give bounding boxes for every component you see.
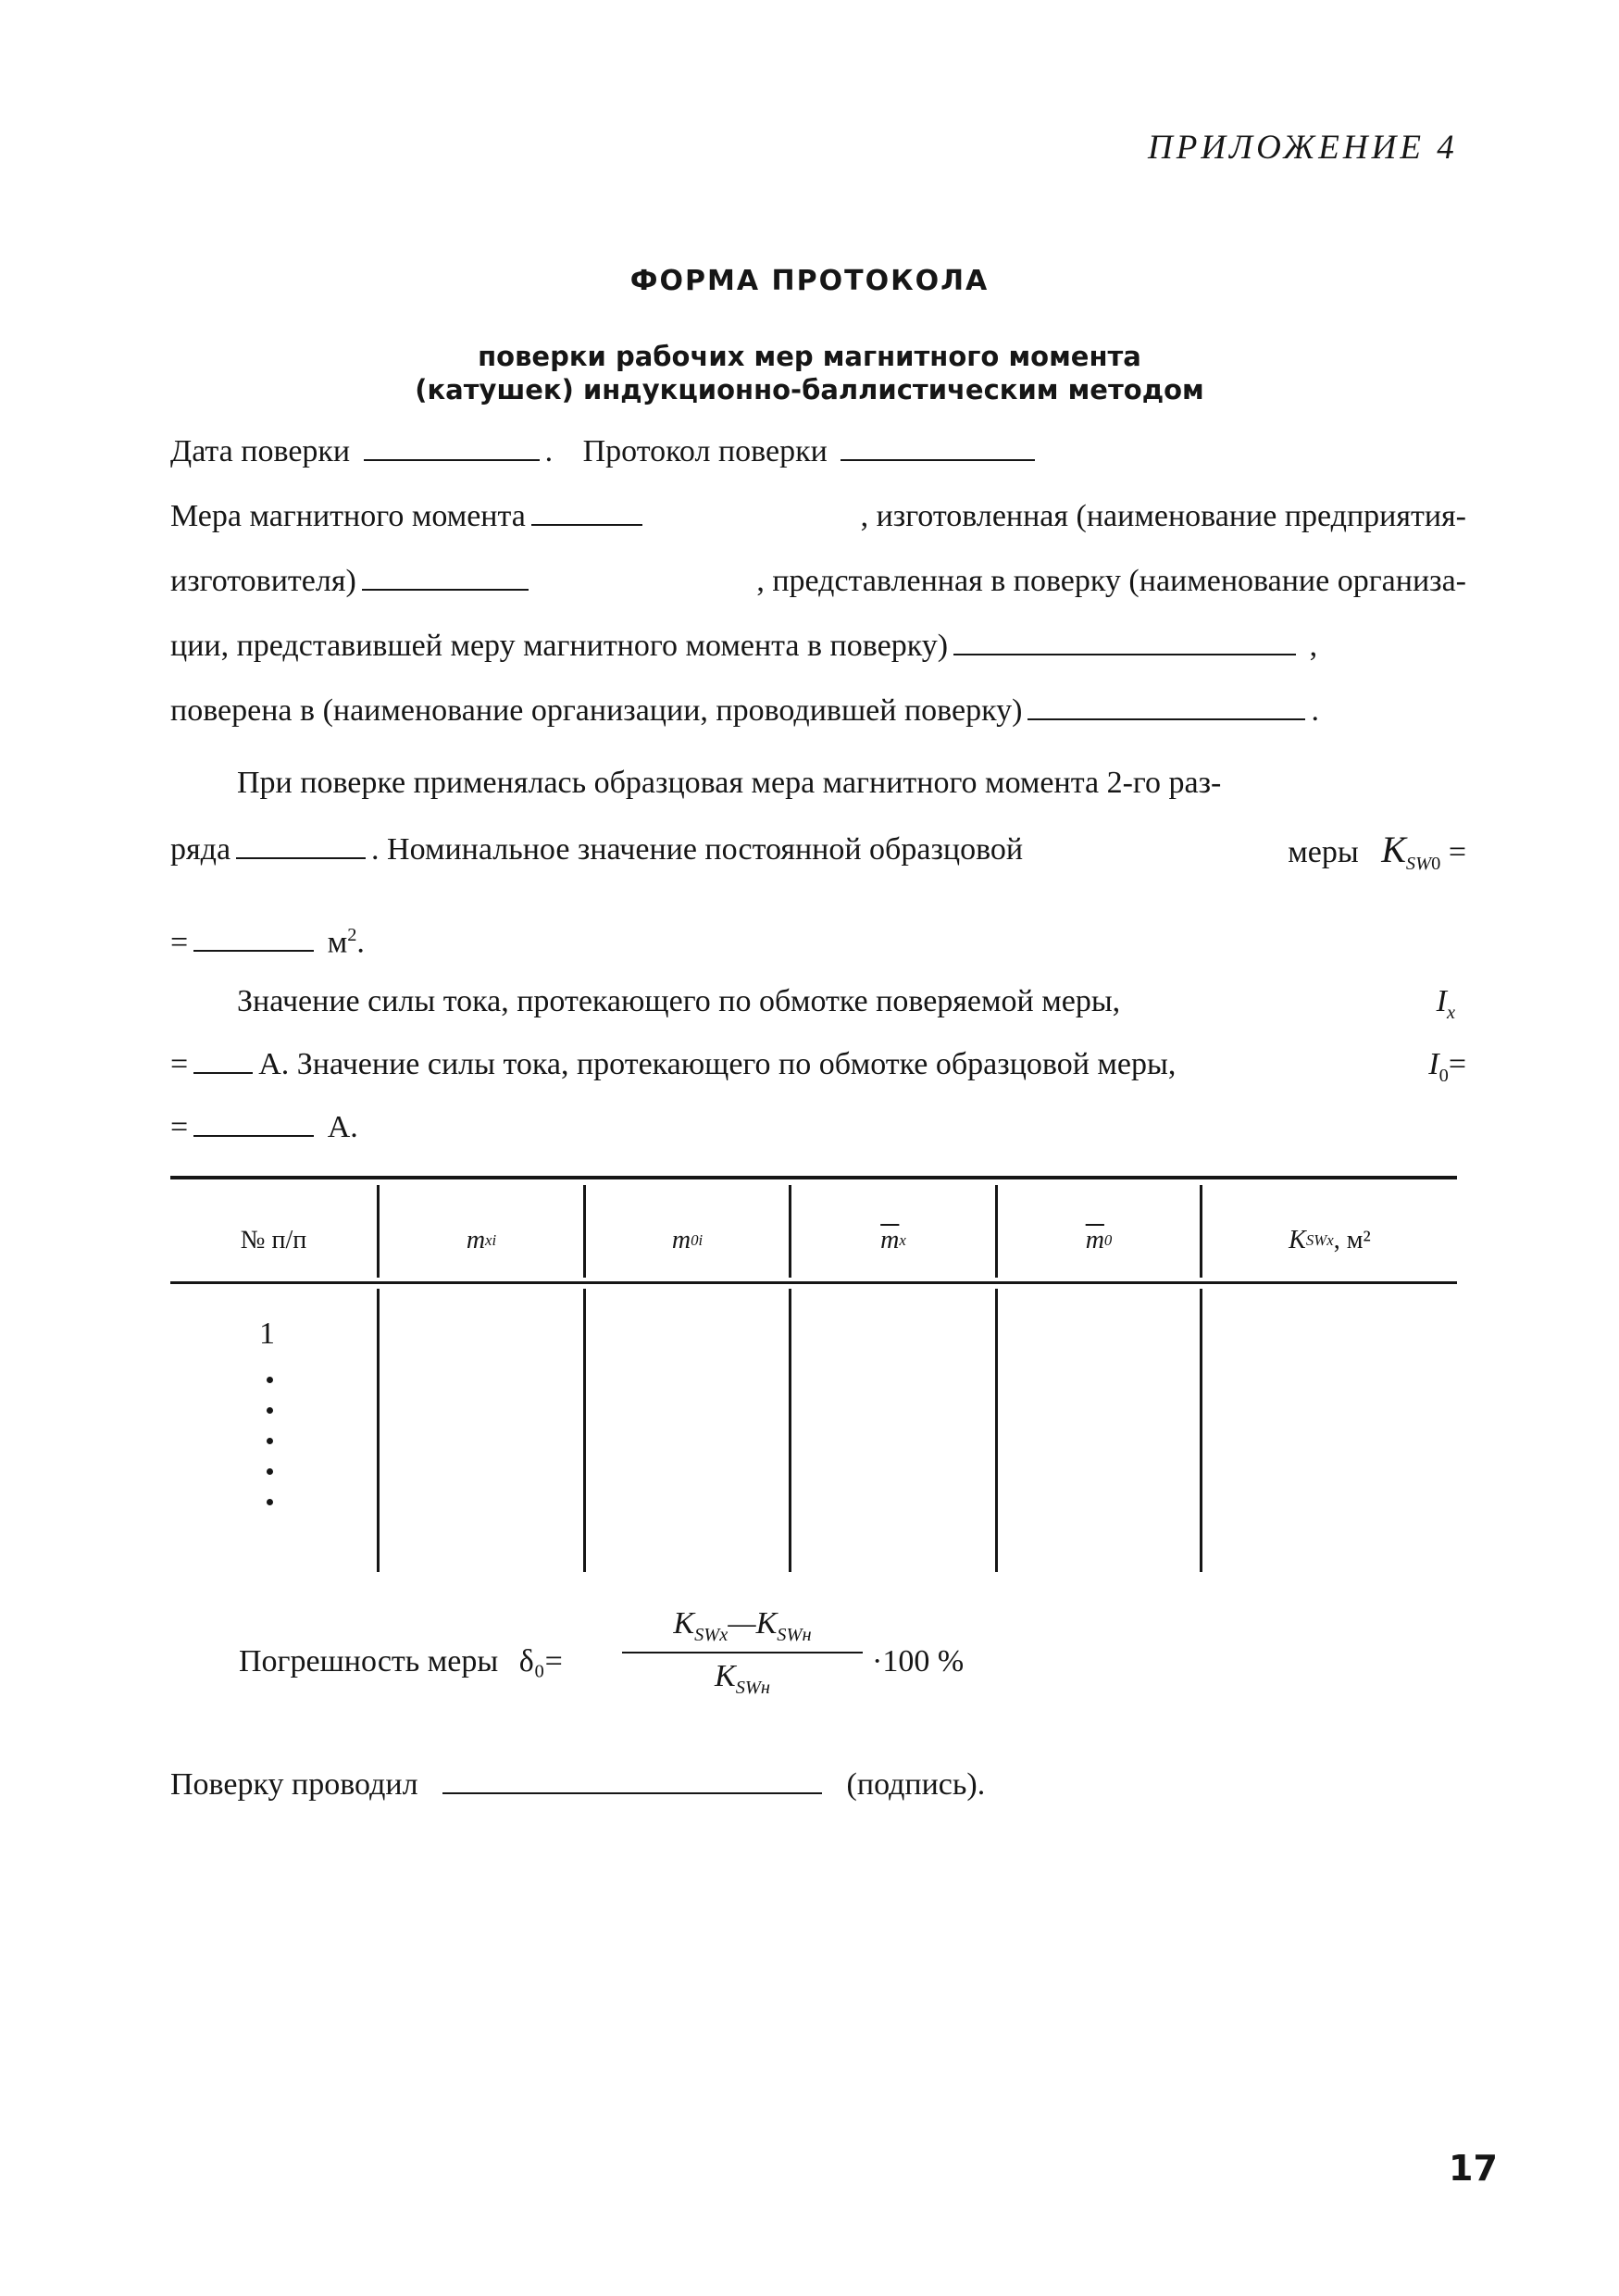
ix-sub: x bbox=[1446, 1002, 1455, 1023]
col-header-mxi bbox=[380, 1204, 583, 1278]
ellipsis-dot bbox=[267, 1499, 273, 1505]
kswx-symbol: K bbox=[1289, 1226, 1306, 1254]
signature-label: Поверку проводил bbox=[170, 1767, 418, 1802]
mxi-symbol: m bbox=[466, 1226, 486, 1254]
ellipsis-dot bbox=[267, 1377, 273, 1383]
appendix-label: ПРИЛОЖЕНИЕ 4 bbox=[1148, 129, 1458, 167]
signature-line bbox=[170, 1766, 985, 1803]
presented-text: , представленная в поверку (наименование организа- bbox=[756, 564, 1466, 598]
date-label: Дата поверки bbox=[170, 434, 351, 468]
den-k: K bbox=[715, 1658, 736, 1693]
current-line-2: = А. Значение силы тока, протекающего по обмотке образцовой меры, $I_0=$ bbox=[170, 1047, 1466, 1086]
table-col-divider bbox=[789, 1289, 791, 1572]
num-minus-k: —K bbox=[728, 1606, 778, 1641]
measure-line bbox=[170, 496, 1466, 537]
verified-text: поверена в (наименование организации, проводившей поверку) bbox=[170, 693, 1023, 728]
ellipsis-dot bbox=[267, 1468, 273, 1475]
ellipsis-dot bbox=[267, 1438, 273, 1444]
used-text-1: При поверке применялась образцовая мера магнитного момента 2-го раз- bbox=[237, 766, 1222, 800]
i0-symbol: I bbox=[1428, 1047, 1439, 1081]
kswx-sub: SWx bbox=[1305, 1231, 1334, 1249]
unit-sup: 2 bbox=[347, 925, 357, 945]
table-col-divider bbox=[377, 1289, 380, 1572]
signature-blank bbox=[442, 1766, 822, 1794]
page-title: ФОРМА ПРОТОКОЛА bbox=[629, 265, 990, 297]
formula-tail: ·100 % bbox=[872, 1644, 965, 1678]
i0-blank bbox=[193, 1109, 314, 1137]
verified-blank bbox=[1027, 693, 1305, 720]
org-blank bbox=[953, 628, 1296, 655]
col-header-m0-mean bbox=[998, 1204, 1200, 1278]
m0i-sub: 0i bbox=[691, 1231, 704, 1249]
den-k-sub: SWн bbox=[735, 1677, 770, 1698]
table-col-divider bbox=[1200, 1289, 1202, 1572]
manufacturer-blank bbox=[362, 563, 529, 591]
manufacturer-line bbox=[170, 561, 1466, 602]
mx-mean-symbol: $\overline{m}$ bbox=[880, 1226, 900, 1254]
num-k-sub-2: SWн bbox=[777, 1624, 812, 1645]
manufacturer-cont: изготовителя) bbox=[170, 564, 356, 598]
m0-mean-sub: 0 bbox=[1103, 1231, 1113, 1249]
fraction-numerator bbox=[622, 1606, 863, 1653]
org-line: ции, представившей меру магнитного момента в поверку) , bbox=[170, 629, 1318, 663]
protocol-label: Протокол поверки bbox=[582, 434, 828, 468]
subtitle-line-1: поверки рабочих мер магнитного момента bbox=[478, 341, 1141, 372]
measure-blank bbox=[531, 498, 642, 526]
manufactured-text: , изготовленная (наименование предприятия- bbox=[860, 499, 1466, 533]
delta-symbol: δ₀= bbox=[518, 1644, 563, 1678]
error-fraction bbox=[622, 1606, 863, 1699]
ix-symbol: I bbox=[1436, 984, 1447, 1018]
k-sub: SW bbox=[1405, 853, 1432, 874]
fraction-denominator bbox=[622, 1653, 863, 1699]
subtitle-line-2: (катушек) индукционно-баллистическим методом bbox=[415, 374, 1204, 406]
measure-label: Мера магнитного момента bbox=[170, 499, 526, 533]
current-text-2: А. Значение силы тока, протекающего по обмотке образцовой меры, bbox=[258, 1047, 1177, 1081]
used-text-2a: ряда bbox=[170, 832, 231, 867]
k-value-line: = $м^2$. bbox=[170, 925, 365, 960]
m0-mean-symbol: $\overline{m}$ bbox=[1085, 1226, 1104, 1254]
i0-sub: 0 bbox=[1438, 1065, 1449, 1086]
org-cont: ции, представившей меру магнитного момента в поверку) bbox=[170, 629, 949, 663]
unit-m: м bbox=[327, 925, 348, 960]
error-formula-label bbox=[239, 1644, 563, 1679]
col-header-number: № п/п bbox=[240, 1226, 307, 1254]
mx-mean-sub: x bbox=[899, 1231, 906, 1249]
col-header-kswx bbox=[1202, 1204, 1457, 1278]
used-line-1 bbox=[237, 763, 1466, 804]
col-header-mx-mean bbox=[791, 1204, 995, 1278]
i0-value-line: = А. bbox=[170, 1110, 358, 1144]
k-sub0: 0 bbox=[1431, 853, 1441, 874]
date-blank bbox=[364, 433, 540, 461]
page-number: 17 bbox=[1449, 2148, 1498, 2189]
category-blank bbox=[236, 831, 366, 859]
unit-a: А. bbox=[327, 1110, 358, 1144]
m0i-symbol: m bbox=[671, 1226, 691, 1254]
protocol-blank bbox=[841, 433, 1035, 461]
current-line-1 bbox=[237, 981, 1455, 1033]
verified-line: поверена в (наименование организации, проводившей поверку) . bbox=[170, 693, 1319, 728]
used-text-2c: меры bbox=[1288, 835, 1359, 869]
mxi-sub: xi bbox=[485, 1231, 497, 1249]
num-k-sub: SWx bbox=[694, 1624, 729, 1645]
error-label-text: Погрешность меры bbox=[239, 1644, 499, 1678]
current-text-1: Значение силы тока, протекающего по обмотке поверяемой меры, bbox=[237, 984, 1121, 1018]
used-text-2b: . Номинальное значение постоянной образцовой bbox=[371, 832, 1024, 867]
col-header-m0i bbox=[586, 1204, 789, 1278]
table-col-divider bbox=[995, 1289, 998, 1572]
k-value-blank bbox=[193, 924, 314, 952]
ix-blank bbox=[193, 1046, 253, 1074]
signature-note: (подпись). bbox=[846, 1767, 986, 1802]
k-symbol: K bbox=[1381, 829, 1406, 870]
date-line: Дата поверки . Протокол поверки bbox=[170, 431, 1466, 472]
num-k: K bbox=[673, 1606, 695, 1641]
ellipsis-dot bbox=[267, 1407, 273, 1414]
kswx-unit: , м² bbox=[1333, 1226, 1371, 1254]
used-line-2: ряда . Номинальное значение постоянной образцовой меры $K_{SW0}$ = bbox=[170, 829, 1466, 874]
table-header-rule bbox=[170, 1281, 1457, 1284]
table-col-divider bbox=[583, 1289, 586, 1572]
table-row-first-number: 1 bbox=[259, 1316, 275, 1351]
table-top-rule bbox=[170, 1176, 1457, 1179]
